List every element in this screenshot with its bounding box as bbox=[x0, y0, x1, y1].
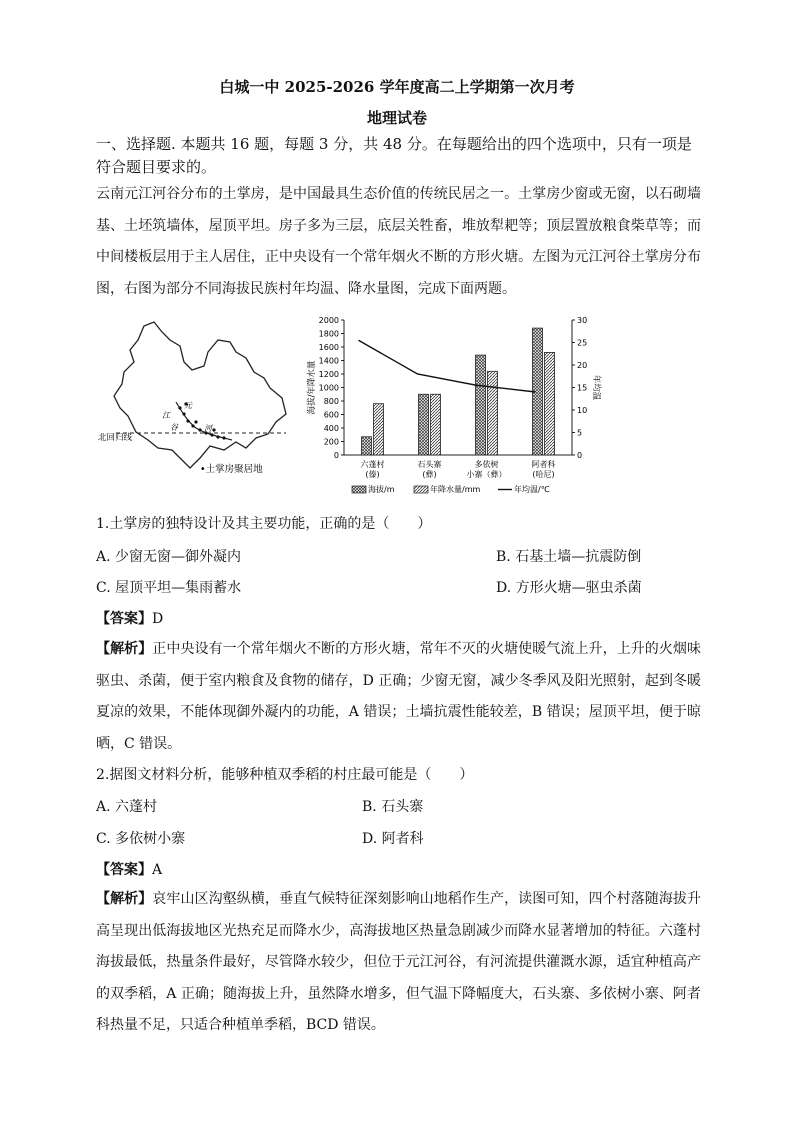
right-tick-label: 5 bbox=[577, 428, 583, 438]
answer-label: 【答案】 bbox=[96, 611, 152, 627]
left-tick-label: 800 bbox=[323, 397, 339, 406]
bar bbox=[374, 404, 384, 455]
q2-option-c: C. 多依树小寨 bbox=[96, 831, 186, 847]
river-char-4: 谷 bbox=[170, 423, 178, 432]
left-tick-label: 2000 bbox=[318, 316, 339, 325]
left-tick-label: 1200 bbox=[318, 370, 339, 379]
answer-value: D bbox=[152, 611, 164, 627]
right-tick-label: 30 bbox=[577, 316, 588, 325]
legend-label: 年降水量/mm bbox=[430, 485, 481, 494]
x-tick-label: 六蓬村 bbox=[360, 460, 385, 469]
bar bbox=[362, 437, 372, 455]
bar bbox=[419, 394, 429, 455]
legend-label: 海拔/m bbox=[368, 485, 395, 494]
q1-answer bbox=[96, 608, 163, 628]
left-tick-label: 1400 bbox=[318, 356, 339, 366]
bar bbox=[488, 371, 498, 455]
left-axis-title: 海拔/年降水量 bbox=[307, 360, 317, 415]
q1-option-a: A. 少窗无窗—御外凝内 bbox=[96, 549, 242, 565]
x-tick-label: 多依树 bbox=[474, 460, 499, 469]
bar bbox=[476, 355, 486, 455]
right-tick-label: 25 bbox=[577, 338, 588, 348]
q1-option-b: B. 石基土墙—抗震防倒 bbox=[496, 549, 642, 565]
q2-stem: 2.据图文材料分析，能够种植双季稻的村庄最可能是（ ） bbox=[96, 767, 474, 783]
river-char-2: 江 bbox=[162, 411, 170, 420]
right-tick-label: 10 bbox=[577, 406, 588, 415]
temperature-line bbox=[359, 340, 536, 392]
tropic-label: 北回归线 bbox=[98, 433, 133, 443]
province-outline bbox=[114, 322, 286, 468]
analysis-text: 哀牢山区沟壑纵横，垂直气候特征深刻影响山地稻作生产，读图可知，四个村落随海拔升高呈现出低海拔地区光热充足而降水少，高海拔地区热量急剧减少而降水显著增加的特征。六蓬村海拔最低，热量条件最好，尽管降水较少，但位于元江河谷，有河流提供灌溉水源，适宜种植高产的双季稻，A 正确；随海拔上升，虽然降水增多，但气温下降幅度大，石头寨、多依树小寨、阿者科热量不足，只适合种植单季稻，BCD 错误。 bbox=[96, 891, 702, 1033]
section-instructions: 一、选择题. 本题共 16 题，每题 3 分，共 48 分。在每题给出的四个选项中，只有一项是符合题目要求的。 bbox=[96, 135, 692, 176]
analysis-label: 【解析】 bbox=[96, 641, 153, 657]
river-char-3: 河 bbox=[204, 424, 212, 433]
legend-swatch bbox=[414, 486, 428, 493]
q2-analysis bbox=[96, 884, 701, 1042]
right-axis-title: 年均温 bbox=[591, 374, 601, 401]
left-tick-label: 400 bbox=[323, 424, 339, 433]
legend-swatch bbox=[352, 486, 366, 493]
left-tick-label: 200 bbox=[323, 437, 339, 447]
right-tick-label: 15 bbox=[577, 383, 588, 393]
q1-analysis bbox=[96, 634, 701, 760]
x-tick-label: 阿者科 bbox=[531, 460, 556, 469]
q2-option-a: A. 六蓬村 bbox=[96, 799, 158, 815]
right-tick-label: 0 bbox=[577, 451, 583, 460]
left-tick-label: 1600 bbox=[318, 343, 339, 352]
x-tick-label: 小寨（彝） bbox=[466, 470, 507, 479]
left-tick-label: 0 bbox=[333, 451, 339, 460]
answer-label: 【答案】 bbox=[96, 862, 152, 878]
right-tick-label: 20 bbox=[577, 361, 588, 370]
q2-option-b: B. 石头寨 bbox=[362, 799, 424, 815]
answer-value: A bbox=[152, 862, 163, 878]
yunnan-map bbox=[96, 318, 301, 483]
q2-option-d: D. 阿者科 bbox=[362, 831, 424, 847]
bar bbox=[545, 352, 555, 455]
q1-option-d: D. 方形火塘—驱虫杀菌 bbox=[496, 580, 642, 596]
map-legend: •土掌房聚居地 bbox=[200, 464, 263, 475]
river-char-1: 元 bbox=[184, 401, 192, 410]
legend-label: 年均温/℃ bbox=[514, 485, 550, 494]
left-tick-label: 1800 bbox=[318, 329, 339, 339]
x-tick-label: (傣) bbox=[365, 470, 380, 479]
analysis-text: 正中央设有一个常年烟火不断的方形火塘，常年不灭的火塘使暖气流上升，上升的火烟味驱虫、杀菌，便于室内粮食及食物的储存，D 正确；少窗无窗，减少冬季风及阳光照射，起到冬暖夏凉的效果，不能体现御外凝内的功能，A 错误；土墙抗震性能较差，B 错误；屋顶平坦，便于晾晒，C 错误。 bbox=[96, 641, 702, 752]
x-tick-label: 石头寨 bbox=[417, 460, 442, 469]
q1-stem: 1.土掌房的独特设计及其主要功能，正确的是（ ） bbox=[96, 516, 432, 532]
exam-title: 白城一中 2025-2026 学年度高二上学期第一次月考 bbox=[219, 78, 575, 96]
x-tick-label: (哈尼) bbox=[532, 470, 555, 479]
exam-subtitle: 地理试卷 bbox=[366, 109, 427, 127]
q1-option-c: C. 屋顶平坦—集雨蓄水 bbox=[96, 580, 242, 596]
left-tick-label: 600 bbox=[323, 410, 339, 420]
analysis-label: 【解析】 bbox=[96, 891, 153, 907]
reading-passage: 云南元江河谷分布的土掌房，是中国最具生态价值的传统民居之一。土掌房少窗或无窗，以石砌墙基、土坯筑墙体，屋顶平坦。房子多为三层，底层关牲畜，堆放犁耙等；顶层置放粮食柴草等；而中间楼板层用于主人居住，正中央设有一个常年烟火不断的方形火塘。左图为元江河谷土掌房分布图，右图为部分不同海拔民族村年均温、降水量图，完成下面两题。 bbox=[96, 186, 701, 297]
altitude-climate-chart bbox=[300, 312, 605, 502]
q2-answer bbox=[96, 859, 162, 879]
bar bbox=[431, 394, 441, 455]
x-tick-label: (彝) bbox=[422, 470, 437, 479]
left-tick-label: 1000 bbox=[318, 383, 339, 393]
